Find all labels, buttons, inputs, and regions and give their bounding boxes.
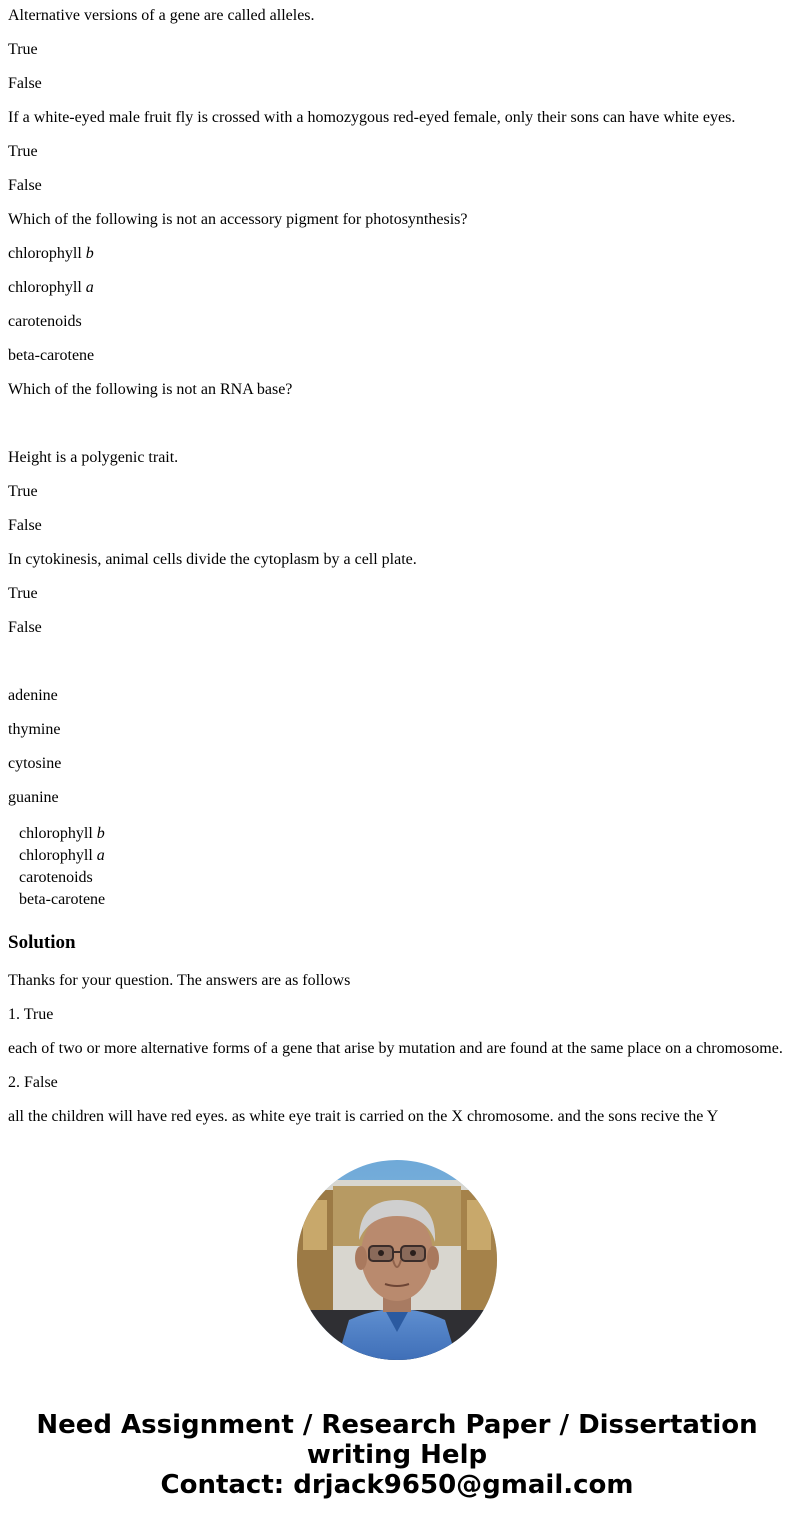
list-item	[19, 823, 786, 845]
list-item	[19, 845, 786, 867]
promo-line: Need Assignment / Research Paper / Dissertation	[36, 1410, 758, 1440]
answer-1-detail: each of two or more alternative forms of a gene that arise by mutation and are found at the same place on a chromosome.	[8, 1040, 783, 1057]
option-true: True	[8, 143, 38, 160]
option-true: True	[8, 585, 38, 602]
option-false: False	[8, 517, 42, 534]
list-item: carotenoids	[19, 869, 93, 886]
list-item: beta-carotene	[19, 891, 106, 908]
question-5-text: Height is a polygenic trait.	[8, 449, 179, 466]
solution-body	[8, 972, 786, 1126]
option-false: False	[8, 75, 42, 92]
option-text: chlorophyll	[8, 245, 86, 262]
blank-gap	[8, 399, 786, 433]
promo-line: writing Help	[306, 1440, 488, 1470]
option-beta-carotene: beta-carotene	[8, 347, 95, 364]
question-6-text: In cytokinesis, animal cells divide the cytoplasm by a cell plate.	[8, 551, 417, 568]
answer-1: 1. True	[8, 1006, 54, 1023]
solution-intro: Thanks for your question. The answers are as follows	[8, 972, 351, 989]
question-1-text: Alternative versions of a gene are called alleles.	[8, 7, 315, 24]
blank-gap	[8, 637, 786, 671]
option-cytosine: cytosine	[8, 755, 62, 772]
option-text: chlorophyll	[8, 279, 86, 296]
question-4-text: Which of the following is not an RNA base?	[8, 381, 293, 398]
option-chlorophyll-b	[8, 245, 786, 263]
option-thymine: thymine	[8, 721, 61, 738]
list-item-text: chlorophyll	[19, 825, 97, 842]
option-italic: b	[85, 245, 94, 262]
option-adenine: adenine	[8, 687, 58, 704]
question-2-text: If a white-eyed male fruit fly is crossed with a homozygous red-eyed female, only their sons can have white eyes.	[8, 109, 736, 126]
list-item-text: chlorophyll	[19, 847, 97, 864]
question-list	[8, 7, 786, 807]
option-chlorophyll-a	[8, 279, 786, 297]
list-item-italic: a	[96, 847, 105, 864]
option-true: True	[8, 483, 38, 500]
option-false: False	[8, 177, 42, 194]
solution-heading: Solution	[8, 932, 76, 953]
promo-contact: Contact: drjack9650@gmail.com	[160, 1470, 634, 1500]
list-item-italic: b	[96, 825, 105, 842]
question-3-text: Which of the following is not an accessory pigment for photosynthesis?	[8, 211, 468, 228]
document-body	[0, 7, 794, 1126]
promo-banner	[0, 1410, 794, 1500]
option-true: True	[8, 41, 38, 58]
pigment-list	[8, 823, 786, 911]
option-carotenoids: carotenoids	[8, 313, 82, 330]
avatar-portrait-image	[297, 1160, 497, 1360]
avatar	[297, 1160, 497, 1360]
option-false: False	[8, 619, 42, 636]
answer-2: 2. False	[8, 1074, 58, 1091]
option-italic: a	[85, 279, 94, 296]
answer-2-detail: all the children will have red eyes. as white eye trait is carried on the X chromosome. and the sons recive the Y	[8, 1108, 719, 1125]
option-guanine: guanine	[8, 789, 59, 806]
